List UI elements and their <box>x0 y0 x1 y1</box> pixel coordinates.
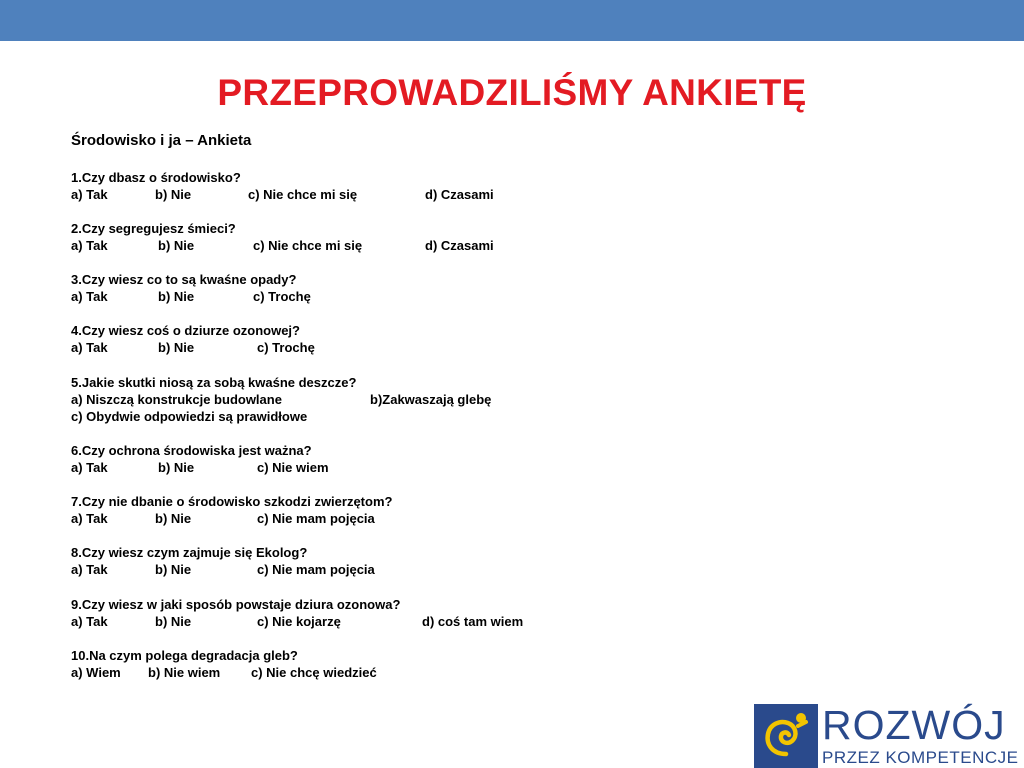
answer-option: c) Obydwie odpowiedzi są prawidłowe <box>71 409 308 424</box>
answer-option: a) Tak <box>71 511 108 526</box>
question-text: 1.Czy dbasz o środowisko? <box>71 170 241 185</box>
answer-option: b)Zakwaszają glebę <box>370 392 492 407</box>
answer-option: b) Nie wiem <box>148 665 221 680</box>
question-block <box>71 322 315 356</box>
question-block <box>71 169 494 203</box>
answer-option: c) Trochę <box>257 340 315 355</box>
question-text: 2.Czy segregujesz śmieci? <box>71 221 236 236</box>
answer-option: b) Nie <box>155 187 192 202</box>
answer-option: b) Nie <box>158 340 195 355</box>
answer-option: a) Niszczą konstrukcje budowlane <box>71 392 282 407</box>
top-bar <box>0 0 1024 41</box>
question-text: 10.Na czym polega degradacja gleb? <box>71 648 298 663</box>
answer-option: a) Tak <box>71 614 108 629</box>
answer-option: c) Nie chcę wiedzieć <box>251 665 377 680</box>
question-text: 5.Jakie skutki niosą za sobą kwaśne deszcze? <box>71 375 357 390</box>
answer-row <box>71 237 494 254</box>
question-block <box>71 596 524 630</box>
answer-row <box>71 408 356 425</box>
spiral-person-icon <box>754 704 818 768</box>
answer-option: a) Tak <box>71 562 108 577</box>
answer-option: b) Nie <box>158 238 195 253</box>
answer-row <box>71 561 375 578</box>
answer-option: a) Tak <box>71 460 108 475</box>
answer-row <box>71 186 494 203</box>
answer-row <box>71 459 329 476</box>
answer-row <box>71 510 392 527</box>
answer-option: c) Nie mam pojęcia <box>257 562 375 577</box>
answer-row <box>71 391 492 408</box>
answer-option: b) Nie <box>158 289 195 304</box>
question-block <box>71 374 492 425</box>
question-block <box>71 544 375 578</box>
question-text: 3.Czy wiesz co to są kwaśne opady? <box>71 272 297 287</box>
answer-option: c) Nie chce mi się <box>248 187 358 202</box>
answer-option: a) Tak <box>71 340 108 355</box>
answer-option: d) Czasami <box>425 187 494 202</box>
question-block <box>71 647 377 681</box>
answer-option: b) Nie <box>158 460 195 475</box>
answer-option: c) Trochę <box>253 289 311 304</box>
answer-row <box>71 288 311 305</box>
answer-option: a) Tak <box>71 289 108 304</box>
question-block <box>71 442 329 476</box>
question-text: 6.Czy ochrona środowiska jest ważna? <box>71 443 312 458</box>
answer-row <box>71 664 377 681</box>
answer-option: d) coś tam wiem <box>422 614 524 629</box>
slide-title: PRZEPROWADZILIŚMY ANKIETĘ <box>217 72 807 113</box>
answer-option: b) Nie <box>155 511 192 526</box>
question-block <box>71 493 392 527</box>
answer-row <box>71 613 524 630</box>
question-block <box>71 220 494 254</box>
answer-option: c) Nie kojarzę <box>257 614 341 629</box>
answer-option: d) Czasami <box>425 238 494 253</box>
answer-option: a) Tak <box>71 238 108 253</box>
question-text: 7.Czy nie dbanie o środowisko szkodzi zwierzętom? <box>71 494 393 509</box>
answer-option: c) Nie chce mi się <box>253 238 363 253</box>
question-text: 4.Czy wiesz coś o dziurze ozonowej? <box>71 323 300 338</box>
survey-title: Środowisko i ja – Ankieta <box>71 132 252 149</box>
question-text: 8.Czy wiesz czym zajmuje się Ekolog? <box>71 545 308 560</box>
question-block <box>71 271 311 305</box>
answer-option: b) Nie <box>155 562 192 577</box>
rozwoj-logo <box>754 704 1024 768</box>
question-text: 9.Czy wiesz w jaki sposób powstaje dziura ozonowa? <box>71 597 401 612</box>
logo-sub-text: PRZEZ KOMPETENCJE <box>822 748 1019 767</box>
logo-main-text: ROZWÓJ <box>822 702 1006 748</box>
answer-option: a) Wiem <box>71 665 121 680</box>
answer-option: a) Tak <box>71 187 108 202</box>
answer-row <box>71 339 315 356</box>
answer-option: c) Nie mam pojęcia <box>257 511 375 526</box>
answer-option: b) Nie <box>155 614 192 629</box>
answer-option: c) Nie wiem <box>257 460 329 475</box>
